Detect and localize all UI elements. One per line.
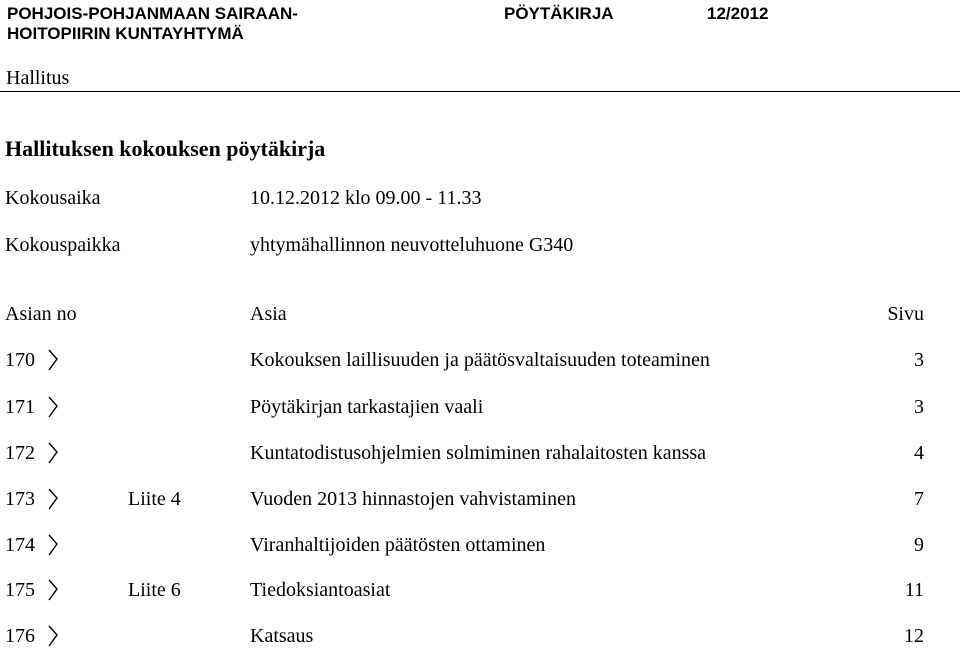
agenda-row: [0, 624, 960, 650]
agenda-item-no: 171: [5, 396, 35, 418]
agenda-item-no: 176: [5, 625, 35, 647]
agenda-row: [0, 395, 960, 421]
link-mark-icon: [47, 534, 59, 562]
link-mark-icon: [47, 396, 59, 424]
agenda-item-page: 11: [904, 579, 924, 601]
link-mark-icon: [47, 442, 59, 470]
meeting-place-value: yhtymähallinnon neuvotteluhuone G340: [250, 234, 574, 256]
agenda-row: [0, 441, 960, 467]
agenda-item-subject: Kokouksen laillisuuden ja päätösvaltaisuuden toteaminen: [250, 349, 710, 371]
link-mark-icon: [47, 488, 59, 516]
agenda-item-page: 7: [914, 488, 924, 510]
agenda-item-subject: Pöytäkirjan tarkastajien vaali: [250, 396, 484, 418]
agenda-item-subject: Kuntatodistusohjelmien solmiminen rahalaitosten kanssa: [250, 442, 707, 464]
agenda-row: [0, 533, 960, 559]
agenda-item-no: 172: [5, 442, 35, 464]
agenda-item-subject: Vuoden 2013 hinnastojen vahvistaminen: [250, 488, 576, 510]
agenda-item-page: 12: [904, 625, 924, 647]
agenda-item-subject: Viranhaltijoiden päätösten ottaminen: [250, 534, 546, 556]
agenda-item-subject: Tiedoksiantoasiat: [250, 579, 391, 601]
agenda-item-no: 173: [5, 488, 35, 510]
meeting-place-label: Kokouspaikka: [5, 234, 121, 256]
agenda-item-attachment: Liite 6: [128, 579, 181, 601]
agenda-item-subject: Katsaus: [250, 625, 314, 647]
document-number: 12/2012: [707, 4, 769, 23]
link-mark-icon: [47, 625, 59, 653]
agenda-item-attachment: Liite 4: [128, 488, 181, 510]
agenda-item-page: 9: [914, 534, 924, 556]
agenda-item-no: 170: [5, 349, 35, 371]
page-title: Hallituksen kokouksen pöytäkirja: [5, 136, 326, 161]
agenda-row: [0, 578, 960, 604]
agenda-item-page: 3: [914, 396, 924, 418]
organization-name-line2: HOITOPIIRIN KUNTAYHTYMÄ: [7, 24, 244, 43]
agenda-item-page: 3: [914, 349, 924, 371]
agenda-item-no: 174: [5, 534, 35, 556]
link-mark-icon: [47, 349, 59, 377]
agenda-row: [0, 348, 960, 374]
column-header-no: Asian no: [5, 303, 77, 325]
link-mark-icon: [47, 579, 59, 607]
agenda-header-row: [0, 302, 960, 328]
header-rule: [0, 91, 960, 92]
organization-name-line1: POHJOIS-POHJANMAAN SAIRAAN-: [7, 4, 298, 23]
meeting-time-label: Kokousaika: [5, 187, 101, 209]
column-header-subject: Asia: [250, 303, 287, 325]
meeting-time-value: 10.12.2012 klo 09.00 - 11.33: [250, 187, 482, 209]
body-name: Hallitus: [6, 67, 70, 89]
column-header-page: Sivu: [887, 303, 924, 325]
document-type: PÖYTÄKIRJA: [504, 4, 614, 23]
agenda-row: [0, 487, 960, 513]
agenda-item-no: 175: [5, 579, 35, 601]
agenda-item-page: 4: [914, 442, 924, 464]
